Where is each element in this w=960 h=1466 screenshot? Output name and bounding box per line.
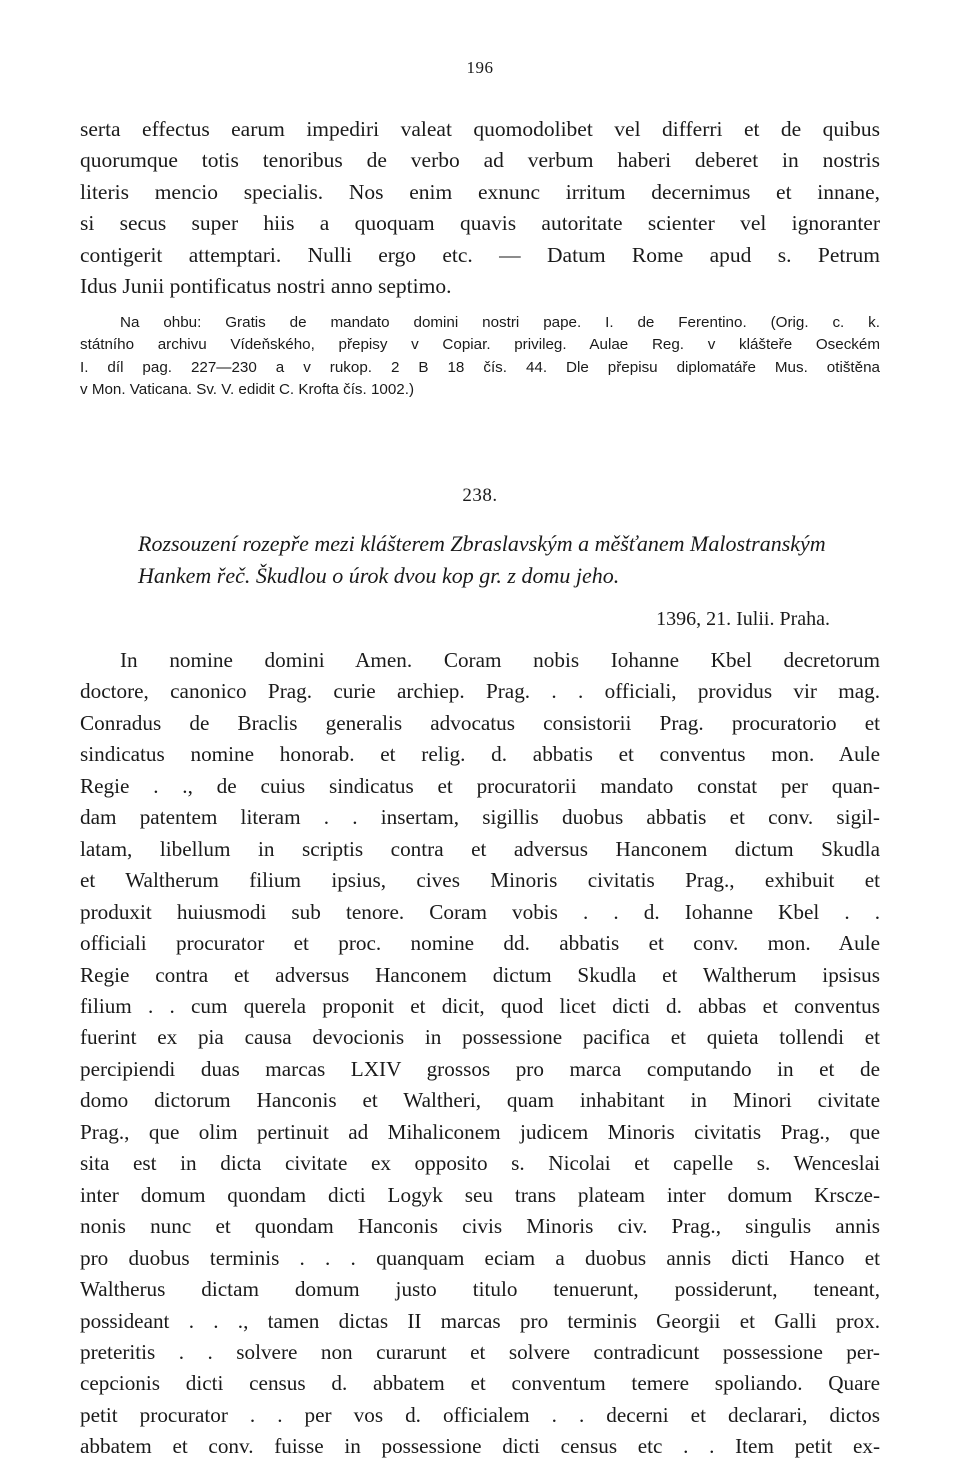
text-line: si secus super hiis a quoquam quavis autoritate scienter vel ignoranter [80, 211, 880, 236]
note-line: státního archivu Vídeňského, přepisy v Copiar. privileg. Aulae Reg. v klášteře Oseckém [80, 336, 880, 354]
text-line: literis mencio specialis. Nos enim exnunc irritum decernimus et innane, [80, 179, 880, 204]
text-line: doctore, canonico Prag. curie archiep. Prag. . . officiali, providus vir mag. [80, 679, 880, 704]
text-line: dam patentem literam . . insertam, sigillis duobus abbatis et conv. sigil- [80, 805, 880, 830]
text-line: percipiendi duas marcas LXIV grossos pro marca computando in et de [80, 1056, 880, 1081]
page-number: 196 [466, 58, 494, 77]
text-line: Conradus de Braclis generalis advocatus consistorii Prag. procuratorio et [80, 710, 880, 735]
text-line: petit procurator . . per vos d. officialem . . decerni et declarari, dictos [80, 1402, 880, 1427]
text-line: cepcionis dicti census d. abbatem et conventum temere spoliando. Quare [80, 1371, 880, 1396]
title-line: Hankem řeč. Škudlou o úrok dvou kop gr. z domu jeho. [138, 563, 620, 588]
text-line: sita est in dicta civitate ex opposito s. Nicolai et capelle s. Wenceslai [80, 1151, 880, 1176]
text-line: latam, libellum in scriptis contra et adversus Hanconem dictum Skudla [80, 836, 880, 861]
text-line: produxit huiusmodi sub tenore. Coram vobis . . d. Iohanne Kbel . . [80, 899, 880, 924]
text-line: preteritis . . solvere non curarunt et solvere contradicunt possessione per- [80, 1339, 880, 1364]
text-line: pro duobus terminis . . . quanquam eciam a duobus annis dicti Hanco et [80, 1245, 880, 1270]
upper-text-block [80, 114, 880, 302]
text-line: Regie contra et adversus Hanconem dictum Skudla et Waltherum ipsisus [80, 962, 880, 987]
text-line: Regie . ., de cuius sindicatus et procuratorii mandato constat per quan- [80, 773, 880, 798]
footnote-block [80, 312, 880, 402]
text-line: filium . . cum querela proponit et dicit, quod licet dicti d. abbas et conventus [80, 993, 880, 1018]
main-text-block [80, 645, 880, 1463]
document-date: 1396, 21. Iulii. Praha. [656, 608, 830, 630]
note-line: I. díl pag. 227—230 a v rukop. 2 B 18 čís. 44. Dle přepisu diplomatáře Mus. otištěna [80, 358, 880, 376]
text-line: domo dictorum Hanconis et Waltheri, quam inhabitant in Minori civitate [80, 1088, 880, 1113]
document-page [80, 0, 880, 1466]
text-line: sindicatus nomine honorab. et relig. d. abbatis et conventus mon. Aule [80, 742, 880, 767]
text-line: Idus Junii pontificatus nostri anno septimo. [80, 274, 452, 299]
text-line: abbatem et conv. fuisse in possessione dicti census etc . . Item petit ex- [80, 1434, 880, 1459]
text-line: Prag., que olim pertinuit ad Mihaliconem judicem Minoris civitatis Prag., que [80, 1119, 880, 1144]
text-line: quorumque totis tenoribus de verbo ad verbum haberi deberet in nostris [80, 148, 880, 173]
text-line: Waltherus dictam domum justo titulo tenuerunt, possiderunt, teneant, [80, 1277, 880, 1302]
text-line: contigerit attemptari. Nulli ergo etc. — Datum Rome apud s. Petrum [80, 242, 880, 267]
note-line: Na ohbu: Gratis de mandato domini nostri pape. I. de Ferentino. (Orig. c. k. [120, 314, 880, 331]
text-line: fuerint ex pia causa devocionis in possessione pacifica et quieta tollendi et [80, 1025, 880, 1050]
document-number: 238. [462, 485, 498, 506]
note-line: v Mon. Vaticana. Sv. V. edidit C. Krofta čís. 1002.) [80, 381, 415, 399]
text-line: possideant . . ., tamen dictas II marcas pro terminis Georgii et Galli prox. [80, 1308, 880, 1333]
text-line: serta effectus earum impediri valeat quomodolibet vel differri et de quibus [80, 117, 880, 141]
text-line: In nomine domini Amen. Coram nobis Iohanne Kbel decretorum [120, 648, 880, 672]
text-line: officiali procurator et proc. nomine dd. abbatis et conv. mon. Aule [80, 931, 880, 956]
text-line: inter domum quondam dicti Logyk seu trans plateam inter domum Krscze- [80, 1182, 880, 1207]
text-line: et Waltherum filium ipsius, cives Minoris civitatis Prag., exhibuit et [80, 868, 880, 893]
document-title [80, 528, 880, 592]
text-line: nonis nunc et quondam Hanconis civis Minoris civ. Prag., singulis annis [80, 1214, 880, 1239]
title-line: Rozsouzení rozepře mezi klášterem Zbraslavským a měšťanem Malostranským [138, 531, 826, 556]
